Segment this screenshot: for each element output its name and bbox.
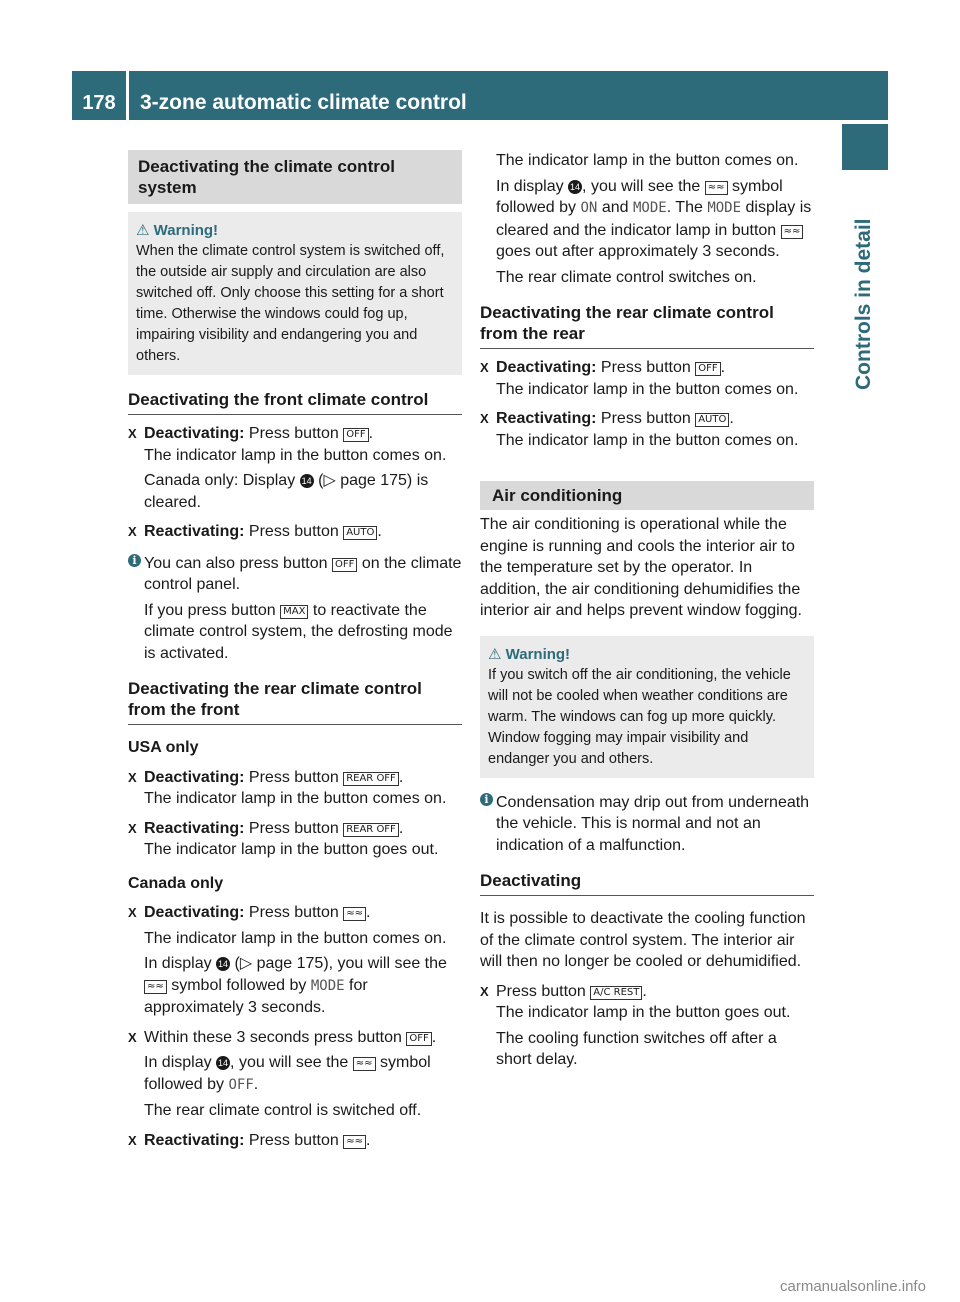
- page-title: 3-zone automatic climate control: [140, 91, 467, 114]
- side-tab-marker: [842, 124, 888, 170]
- step-icon: X: [128, 1029, 137, 1045]
- off-button-icon: OFF: [406, 1032, 431, 1046]
- off-button-icon: OFF: [332, 558, 357, 572]
- display-ref-icon: 14: [301, 476, 312, 486]
- info-icon: i: [128, 554, 141, 567]
- step-icon: X: [128, 426, 137, 441]
- info-note: i Condensation may drip out from underneath the vehicle. This is normal and not an indication of a malfunction.: [480, 792, 814, 857]
- side-tab-label: Controls in detail: [852, 218, 875, 390]
- step-icon: X: [480, 360, 489, 375]
- step-icon: X: [480, 983, 489, 999]
- rear-off-button-icon: REAR OFF: [343, 772, 399, 786]
- side-tab: [842, 170, 888, 1070]
- usa-only-label: USA only: [128, 739, 199, 756]
- list-item: X Deactivating: Press button OFF . The indicator lamp in the button comes on.: [480, 359, 799, 398]
- off-button-icon: OFF: [695, 362, 720, 376]
- step-icon: X: [128, 769, 137, 785]
- display-ref-icon: 14: [218, 959, 229, 969]
- list-item: X Press button A/C REST . The indicator lamp in the button goes out. The cooling function switches off after a short delay.: [480, 982, 791, 1068]
- rear-from-rear-heading: Deactivating the rear climate control from the rear: [480, 302, 814, 349]
- step-icon: X: [128, 524, 137, 539]
- step-icon: X: [128, 1132, 137, 1148]
- list-item: X Reactivating: Press button AUTO . The indicator lamp in the button comes on.: [480, 410, 799, 449]
- right-para-display: In display 14 , you will see the ≈≈ symbol followed by ON and MODE. The MODE display is cleared and the indicator lamp in button ≈≈ goes out after approximately 3 seconds.: [496, 177, 812, 260]
- header-divider: [126, 71, 129, 120]
- rear-fan-button-icon: ≈≈: [781, 225, 804, 239]
- info-icon: i: [480, 793, 493, 806]
- auto-button-icon: AUTO: [695, 413, 729, 427]
- page-number: 178: [82, 92, 116, 114]
- display-ref-icon: 14: [570, 181, 581, 192]
- left-column: [128, 150, 462, 1151]
- warning-icon: ⚠: [488, 645, 502, 663]
- info-note: i You can also press button OFF on the climate control panel. If you press button MAX to reactivate the climate control system, the defrosting mode is activated.: [128, 553, 462, 665]
- warning-icon: ⚠: [136, 222, 150, 239]
- rear-fan-symbol-icon: ≈≈: [705, 181, 728, 195]
- list-item: X Deactivating: Press button OFF . The indicator lamp in the button comes on. Canada only: Display 14 (▷ page 175) is cleared.: [128, 425, 447, 511]
- warning-box: [480, 636, 814, 778]
- air-conditioning-heading: Air conditioning: [480, 481, 814, 510]
- rear-fan-symbol-icon: ≈≈: [353, 1057, 376, 1071]
- warning-title: Warning!: [153, 222, 219, 239]
- max-defrost-icon: MAX: [280, 605, 308, 619]
- warning-text: When the climate control system is switched off, the outside air supply and circulation are also switched off. Only choose this setting for a short time. Otherwise the windows could fog up, impairing visibility and endangering you and others.: [136, 243, 445, 364]
- step-icon: X: [128, 820, 137, 836]
- right-para-switches-on: The rear climate control switches on.: [496, 268, 757, 286]
- deactivate-system-heading: Deactivating the climate control system: [128, 150, 462, 204]
- ac-text: The air conditioning is operational while the engine is running and cools the interior air to the temperature set by the operator. In addition, the air conditioning dehumidifies the interior air and helps prevent window fogging.: [480, 516, 802, 619]
- rear-from-front-heading: Deactivating the rear climate control from the front: [128, 678, 462, 725]
- deactivating-text: It is possible to deactivate the cooling function of the climate control system. The interior air will then no longer be cooled or dehumidified.: [480, 910, 806, 970]
- ac-button-icon: A/C REST: [590, 986, 642, 1000]
- warning-box: [128, 212, 462, 375]
- auto-button-icon: AUTO: [343, 526, 377, 540]
- watermark: carmanualsonline.info: [780, 1278, 926, 1295]
- warning-text: If you switch off the air conditioning, the vehicle will not be cooled when weather conditions are warm. The windows can fog up more quickly. Window fogging may impair visibility and endanger you and others.: [488, 666, 791, 767]
- front-heading: Deactivating the front climate control: [128, 389, 462, 415]
- display-ref-icon: 14: [218, 1058, 229, 1068]
- list-item: X Reactivating: Press button REAR OFF . The indicator lamp in the button goes out.: [128, 819, 439, 858]
- rear-fan-button-icon: ≈≈: [343, 1135, 366, 1149]
- list-item: X Reactivating: Press button ≈≈ .: [128, 1130, 462, 1152]
- list-item: X Deactivating: Press button ≈≈ . The indicator lamp in the button comes on. In display 14 (▷ page 175), you will see the ≈≈ symbol followed by MODE for approximately 3 seconds.: [128, 904, 447, 1016]
- right-para-lamp: The indicator lamp in the button comes on.: [496, 152, 799, 169]
- list-item: X Reactivating: Press button AUTO .: [128, 521, 462, 543]
- rear-fan-button-icon: ≈≈: [343, 907, 366, 921]
- right-column: [480, 150, 814, 1071]
- list-item: X Within these 3 seconds press button OFF . In display 14 , you will see the ≈≈ symbol followed by OFF. The rear climate control is switched off.: [128, 1028, 437, 1119]
- step-icon: X: [480, 411, 489, 426]
- canada-only-label: Canada only: [128, 874, 224, 892]
- deactivating-heading: Deactivating: [480, 870, 814, 896]
- rear-fan-symbol-icon: ≈≈: [144, 980, 167, 994]
- off-button-icon: OFF: [343, 428, 368, 442]
- rear-off-button-icon: REAR OFF: [343, 823, 399, 837]
- warning-title: Warning!: [505, 645, 571, 663]
- step-icon: X: [128, 905, 137, 920]
- list-item: X Deactivating: Press button REAR OFF . The indicator lamp in the button comes on.: [128, 768, 447, 807]
